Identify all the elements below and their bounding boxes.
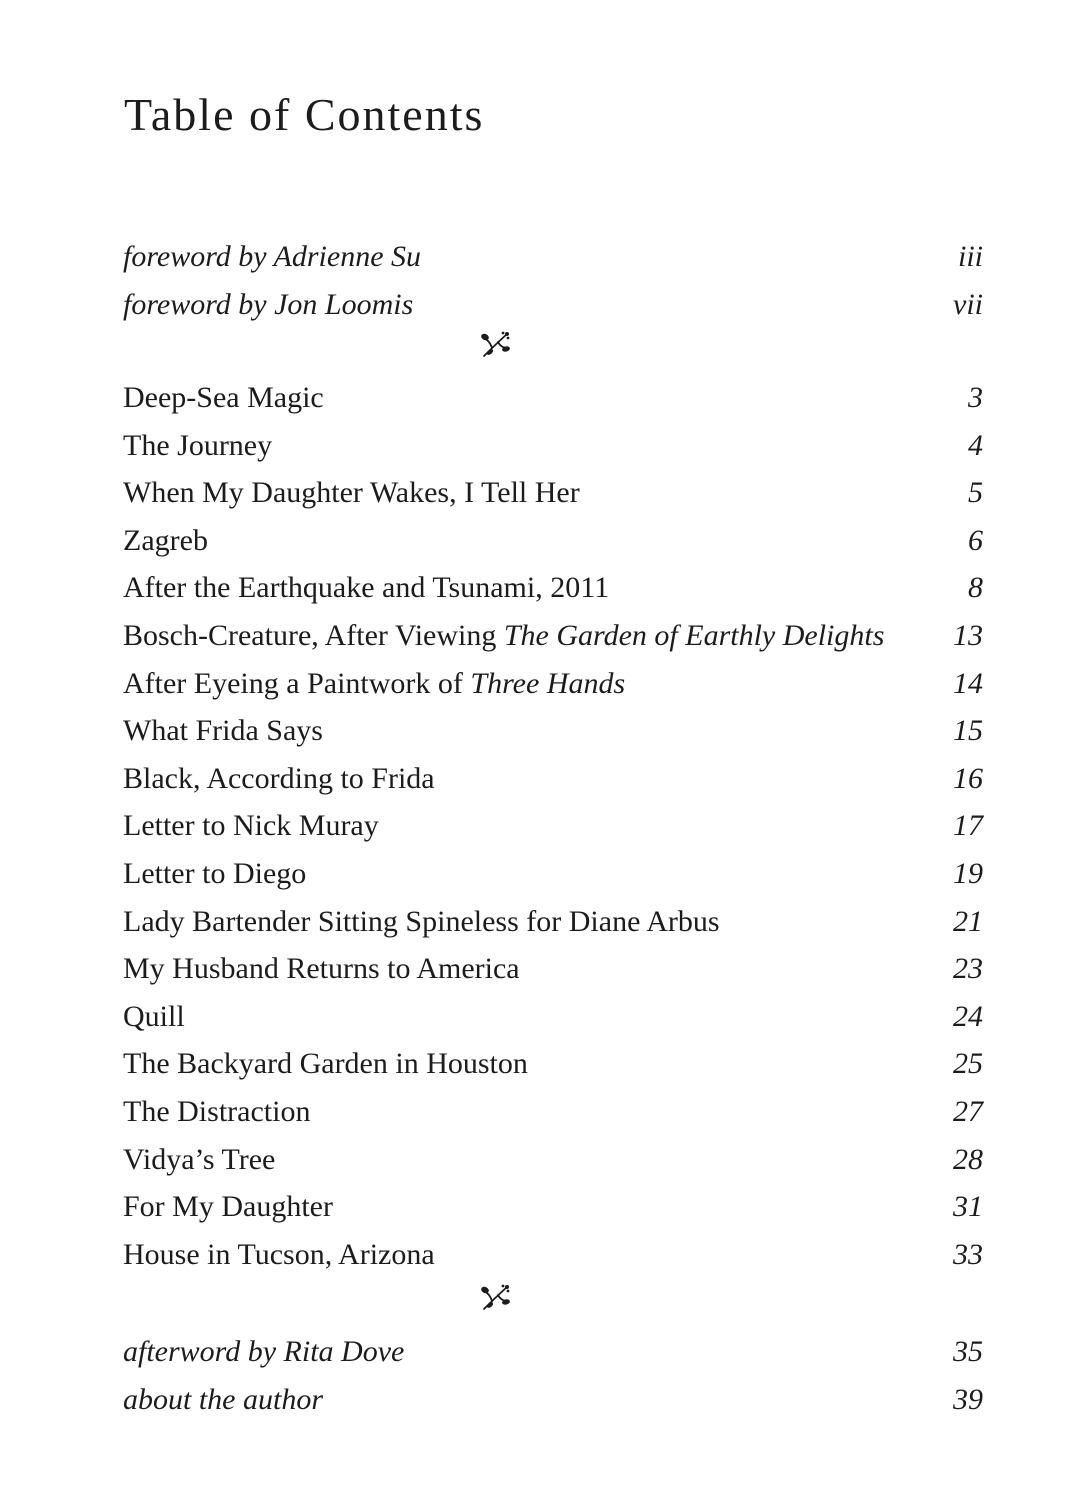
toc-entry-page: 13 xyxy=(953,618,983,652)
toc-entry-page: 16 xyxy=(953,761,983,795)
toc-entry-title: Black, According to Frida xyxy=(123,761,435,795)
toc-entry-page: 24 xyxy=(953,999,983,1033)
front-matter-list xyxy=(123,233,983,328)
toc-entry[interactable] xyxy=(123,1376,983,1424)
toc-entry-page: 6 xyxy=(968,523,983,557)
toc-entry-title: Vidya’s Tree xyxy=(123,1142,276,1176)
toc-entry-page: 33 xyxy=(953,1237,983,1271)
toc-entry-title: Quill xyxy=(123,999,185,1033)
toc-entry[interactable] xyxy=(123,660,983,708)
toc-entry[interactable] xyxy=(123,707,983,755)
toc-entry-title: For My Daughter xyxy=(123,1190,333,1224)
toc-entry-page: vii xyxy=(953,287,983,321)
toc-entry[interactable] xyxy=(123,469,983,517)
toc-entry[interactable] xyxy=(123,850,983,898)
toc-entry-title: After the Earthquake and Tsunami, 2011 xyxy=(123,571,610,605)
toc-entry-title: The Backyard Garden in Houston xyxy=(123,1047,528,1081)
toc-entry[interactable] xyxy=(123,374,983,422)
toc-entry-page: 21 xyxy=(953,904,983,938)
toc-entry-title-italic: The Garden of Earthly Delights xyxy=(503,618,885,652)
toc-entry-title-italic: Three Hands xyxy=(470,666,626,700)
toc-entry[interactable] xyxy=(123,1231,983,1279)
toc-entry-title: The Distraction xyxy=(123,1094,311,1128)
toc-entry-page: 27 xyxy=(953,1094,983,1128)
toc-entry[interactable] xyxy=(123,755,983,803)
toc-entry-page: iii xyxy=(957,240,983,273)
toc-entry[interactable] xyxy=(123,945,983,993)
toc-entry-title: about the author xyxy=(123,1382,323,1416)
toc-entry-title-roman: Bosch-Creature, After Viewing xyxy=(123,618,504,652)
toc-entry-page: 3 xyxy=(968,381,983,414)
toc-entry-page: 4 xyxy=(968,428,983,462)
toc-entry-page: 25 xyxy=(953,1047,983,1081)
floral-sprig-icon xyxy=(478,1281,512,1315)
toc-entry-title: The Journey xyxy=(123,428,273,462)
toc-entry-page: 31 xyxy=(953,1190,983,1224)
toc-entry[interactable] xyxy=(123,612,983,660)
toc-entry[interactable] xyxy=(123,1088,983,1136)
toc-entry-title: Deep-Sea Magic xyxy=(123,381,324,414)
toc-entry[interactable] xyxy=(123,422,983,470)
toc-entry[interactable] xyxy=(123,1136,983,1184)
toc-entry-title: Lady Bartender Sitting Spineless for Diane Arbus xyxy=(123,904,720,938)
toc-entry-page: 17 xyxy=(953,809,983,843)
toc-entry-title: foreword by Jon Loomis xyxy=(123,287,414,321)
toc-entry[interactable] xyxy=(123,898,983,946)
toc-entry[interactable] xyxy=(123,1183,983,1231)
toc-entry-page: 23 xyxy=(953,952,983,986)
toc-entry[interactable] xyxy=(123,802,983,850)
toc-entry-page: 28 xyxy=(953,1142,983,1176)
toc-entry-title: Letter to Nick Muray xyxy=(123,809,379,843)
toc-entry-title: afterword by Rita Dove xyxy=(123,1335,405,1368)
toc-entry-page: 39 xyxy=(953,1382,983,1416)
back-matter-list xyxy=(123,1328,983,1423)
toc-entry[interactable] xyxy=(123,1328,983,1376)
toc-entry-page: 19 xyxy=(953,856,983,890)
toc-entry[interactable] xyxy=(123,1040,983,1088)
toc-entry[interactable] xyxy=(123,993,983,1041)
toc-entry-page: 8 xyxy=(968,571,983,605)
toc-entry[interactable] xyxy=(123,281,983,329)
toc-entry-page: 35 xyxy=(953,1335,983,1368)
toc-entry-page: 14 xyxy=(953,666,983,700)
toc-entry[interactable] xyxy=(123,564,983,612)
toc-entry-title: My Husband Returns to America xyxy=(123,952,520,986)
toc-entry-title: foreword by Adrienne Su xyxy=(123,240,422,273)
toc-entry-title: What Frida Says xyxy=(123,714,323,748)
floral-sprig-icon xyxy=(478,328,512,362)
toc-entry[interactable] xyxy=(123,233,983,281)
toc-entry-title: Zagreb xyxy=(123,523,208,557)
toc-entry-page: 5 xyxy=(968,476,983,510)
toc-entry-title xyxy=(123,660,625,708)
toc-entry-title-roman: After Eyeing a Paintwork of xyxy=(123,666,471,700)
toc-entry-title: When My Daughter Wakes, I Tell Her xyxy=(123,476,580,510)
toc-entry-title: House in Tucson, Arizona xyxy=(123,1237,435,1271)
toc-entry-page: 15 xyxy=(953,714,983,748)
page-title: Table of Contents xyxy=(124,89,485,140)
toc-entry-title xyxy=(123,612,884,660)
contents-list xyxy=(123,374,983,1278)
toc-entry[interactable] xyxy=(123,517,983,565)
toc-entry-title: Letter to Diego xyxy=(123,856,307,890)
